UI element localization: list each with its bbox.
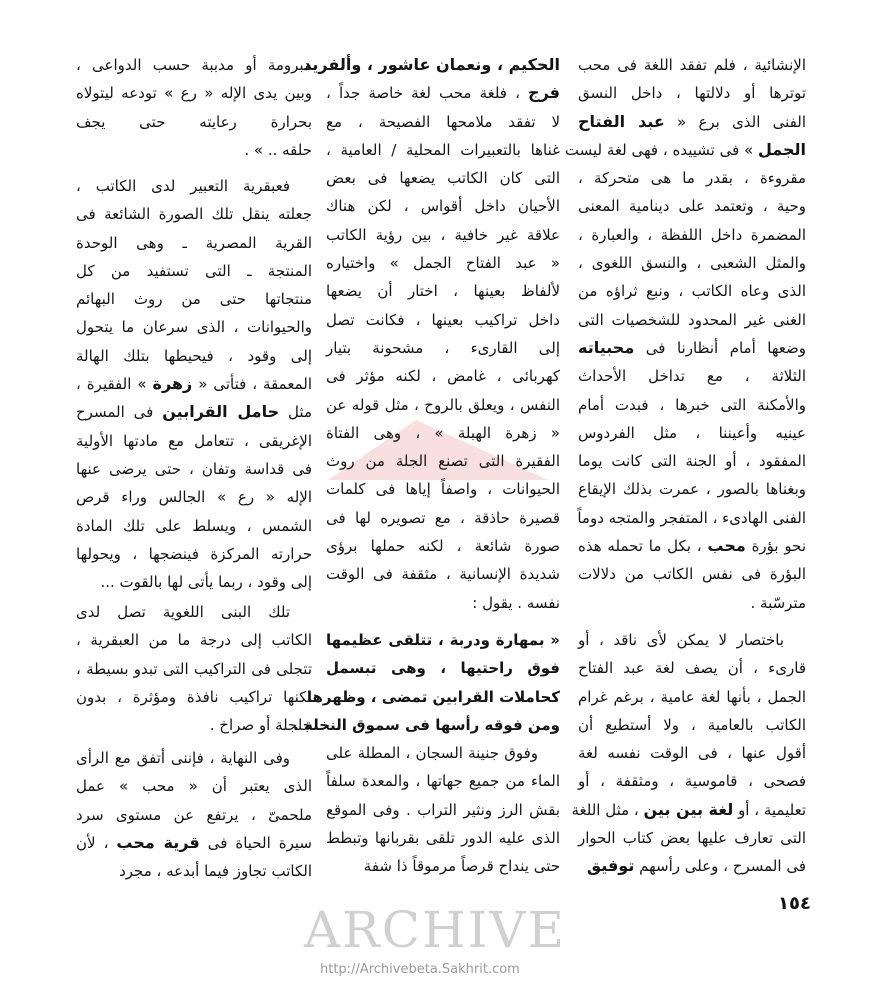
text-line — [578, 334, 806, 362]
text-segment: إلى وقود ، فيحيطها بتلك الهالة — [76, 346, 312, 365]
text-line — [578, 683, 806, 711]
text-segment: ومن فوقه رأسها فى سموق النخلة . — [293, 715, 560, 734]
text-line — [326, 277, 560, 305]
text-line — [76, 598, 312, 626]
text-line — [76, 200, 312, 228]
text-segment: « بمهارة ودربة ، تتلقى عظيمها — [326, 631, 560, 649]
text-segment: الماء من جميع جهاتها ، والمعدة سلفاً — [326, 772, 560, 791]
text-line — [326, 475, 560, 503]
text-segment: كحاملات القرابين تمضى ، وظهرها — [306, 687, 560, 706]
paragraph — [326, 739, 560, 880]
text-segment: مقروءة ، بقدر ما هى متحركة ، — [578, 169, 806, 188]
bold-text-segment: عبد الفتاح — [578, 111, 665, 131]
text-segment: وحية ، وتعتمد على دينامية المعنى — [578, 197, 806, 216]
text-segment: الأحيان داخل أقواس ، لكن هناك — [326, 197, 560, 216]
text-line — [76, 398, 312, 426]
text-line — [578, 447, 806, 475]
text-line — [76, 683, 312, 711]
text-segment: عينيه وأعيننا ، مثل الفردوس — [578, 423, 806, 442]
text-line — [326, 164, 560, 192]
text-segment: الإنشائية ، فلم تفقد اللغة فى محب — [578, 56, 806, 74]
text-segment: الغنى غير المحدود للشخصيات التى — [578, 310, 806, 329]
text-line — [578, 475, 806, 503]
text-segment: جعلته ينقل تلك الصورة الشائعة فى — [76, 205, 312, 224]
text-segment: الحيوانات ، واصفاً إياها فى كلمات — [326, 480, 560, 499]
text-segment: داخل تراكيب بعينها ، فكانت تصل — [326, 310, 560, 329]
text-line — [326, 589, 560, 617]
text-segment: وضعها أمام أنظارنا فى — [634, 338, 806, 357]
paragraph — [564, 51, 806, 617]
text-segment: تلك البنى اللغوية تصل لدى — [76, 603, 290, 621]
text-segment: فى المسرح — [76, 403, 163, 422]
text-segment: صورة شائعة ، لكنه حملها برؤى — [326, 537, 560, 556]
text-segment: الذى عليه الدور تلقى بقربانها وتبطط — [326, 828, 560, 847]
text-segment: إلى القارىء ، مشحونة بتيار — [326, 338, 560, 357]
text-line — [578, 108, 806, 136]
text-line — [76, 229, 312, 257]
text-line — [578, 560, 806, 588]
bold-text-segment: فرج — [528, 83, 560, 103]
text-line — [76, 455, 312, 483]
text-segment: المنتجة ـ التى تستفيد من كل — [76, 261, 312, 280]
text-segment: الإغريقى ، تتعامل مع مادتها الأولية — [76, 431, 312, 450]
text-line — [578, 504, 806, 532]
text-line — [326, 824, 560, 852]
text-line — [326, 221, 560, 249]
bold-text-segment: الحكيم ، ونعمان عاشور ، وألفريد — [303, 55, 560, 74]
bold-text-segment: زهرة — [152, 374, 193, 394]
quote-paragraph — [293, 626, 560, 739]
text-line — [76, 801, 312, 829]
text-segment: فى قداسة وتفان ، حتى يرضى عنها — [76, 459, 312, 478]
text-segment: علاقة غير خافية ، بين رؤية الكاتب — [326, 225, 560, 244]
text-line — [578, 79, 806, 107]
text-line — [326, 739, 560, 767]
text-line — [76, 172, 312, 200]
text-segment: نفسه . يقول : — [472, 593, 560, 612]
text-line — [76, 568, 312, 596]
text-line — [578, 362, 806, 390]
text-segment: ملحمىّ ، يرتفع عن مستوى سرد — [76, 805, 312, 824]
text-segment: الذى يعتبر أن « محب » عمل — [76, 777, 312, 796]
text-segment: أقول عنها ، فى الوقت نفسه لغة — [578, 744, 806, 763]
text-segment: « زهرة الهبلة » ، وهى الفتاة — [326, 423, 560, 442]
text-segment: ، لأن — [76, 833, 117, 852]
text-line — [326, 767, 560, 795]
text-line — [76, 285, 312, 313]
text-segment: لألفاظ بعينها ، اختار أن يضعها — [326, 282, 560, 301]
text-segment: « عبد الفتاح الجمل » واختياره — [326, 254, 560, 273]
text-line — [326, 504, 560, 532]
text-line — [578, 739, 806, 767]
text-line — [326, 654, 560, 682]
text-segment: الكاتب إلى درجة ما من العبقرية ، — [76, 631, 312, 650]
text-segment: سيرة الحياة فى — [199, 833, 312, 852]
text-line — [76, 370, 312, 398]
text-line — [326, 391, 560, 419]
bold-text-segment: الجمل — [757, 139, 806, 159]
text-line — [578, 51, 806, 79]
text-segment: وفى النهاية ، فإننى أتفق مع الرأى — [76, 749, 290, 767]
watermark-url: http://Archivebeta.Sakhrit.com — [320, 962, 520, 977]
text-line — [76, 744, 312, 772]
text-segment: مثل — [279, 403, 312, 422]
text-line — [564, 136, 806, 164]
text-line — [76, 51, 312, 79]
text-segment: الفقيرة التى تصنع الجلة من روث — [326, 452, 560, 471]
text-segment: ، مثل اللغة — [571, 800, 644, 819]
text-segment: الثلاثة ، مع تداخل الأحداث — [578, 367, 806, 386]
text-line — [76, 512, 312, 540]
text-line — [578, 654, 806, 682]
text-segment: الجمل ، بأنها لغة عامية ، برغم غرام — [578, 687, 806, 706]
text-line — [326, 532, 560, 560]
text-segment: الفنى الهادىء ، المتفجر والمتجه دوماً — [577, 508, 806, 527]
text-line — [326, 334, 560, 362]
paragraph — [76, 51, 312, 164]
text-segment: نحو بؤرة — [745, 537, 806, 556]
text-line — [326, 852, 560, 880]
text-line — [76, 540, 312, 568]
text-line — [76, 427, 312, 455]
paragraph — [303, 51, 560, 617]
text-line — [571, 796, 806, 824]
text-segment: حلقه .. » . — [244, 140, 312, 159]
text-line — [76, 136, 312, 164]
text-segment: الإله « رع » الجالس وراء قرص — [76, 488, 312, 507]
text-segment: الفنى الذى برع « — [664, 112, 806, 131]
text-segment: جلجلة أو صراخ . — [209, 716, 312, 735]
text-segment: القرية المصرية ـ وهى الوحدة — [76, 233, 312, 252]
text-segment: ، بكل ما تحمله هذه — [578, 537, 708, 556]
text-segment: النفس ، ويعلق بالروح ، مثل قوله عن — [326, 395, 560, 414]
text-segment: مترسّبة . — [750, 593, 806, 612]
text-line — [76, 342, 312, 370]
text-segment: وبين يدى الإله « رع » تودعه ليتولاه — [76, 84, 312, 103]
text-segment: فوق راحتيها ، وهى تبسمل — [326, 659, 560, 678]
text-segment: والحيوانات ، الذى سرعان ما يتحول — [76, 318, 312, 337]
text-line — [326, 79, 560, 107]
text-line — [303, 51, 560, 79]
paragraph — [571, 626, 806, 881]
text-segment: قصيرة حاذقة ، مع تصويره لها فى — [326, 508, 560, 527]
archive-watermark — [300, 900, 570, 982]
paragraph — [76, 172, 312, 596]
page-number: ١٥٤ — [778, 893, 811, 914]
text-segment: تعليمية ، أو — [733, 800, 806, 819]
text-line — [326, 192, 560, 220]
text-segment: المعمقة ، فتأتى « — [192, 375, 313, 394]
text-line — [293, 711, 560, 739]
paragraph — [76, 744, 312, 885]
text-segment: حرارته المركزة فينضجها ، ويحولها — [76, 544, 312, 563]
text-segment: فصحى ، قاموسية ، ومثقفة ، أو — [578, 772, 806, 791]
text-line — [578, 221, 806, 249]
text-line — [578, 391, 806, 419]
text-line — [326, 136, 560, 164]
text-segment: الكاتب بالعامية ، ولا أستطيع أن — [578, 715, 806, 734]
text-segment: البؤرة فى نفس الكاتب من دلالات — [578, 565, 806, 584]
text-line — [578, 626, 806, 654]
text-line — [326, 560, 560, 588]
text-line — [326, 362, 560, 390]
text-segment: والأمكنة التى خبرها ، فبدت أمام — [578, 395, 806, 414]
text-segment: تتجلى فى التراكيب التى تبدو بسيطة ، — [76, 659, 312, 678]
text-line — [578, 711, 806, 739]
text-segment: مبرومة أو مدببة حسب الدواعى ، — [76, 56, 312, 74]
text-segment: كهربائى ، غامض ، لكنه مؤثر فى — [326, 367, 560, 386]
text-line — [76, 313, 312, 341]
text-segment: فعبقرية التعبير لدى الكاتب ، — [76, 177, 290, 195]
text-line — [76, 772, 312, 800]
text-line — [76, 857, 312, 885]
watermark-text: ARCHIVE — [304, 901, 566, 959]
text-line — [76, 655, 312, 683]
text-segment: لكنها تراكيب نافذة ومؤثرة ، بدون — [76, 687, 312, 706]
text-segment: إلى وقود ، ربما يأتى لها بالقوت ... — [100, 573, 312, 592]
paragraph — [76, 598, 312, 739]
text-line — [326, 796, 560, 824]
text-segment: شديدة الإنسانية ، مثقفة فى الوقت — [326, 565, 560, 584]
text-line — [76, 257, 312, 285]
text-segment: قارىء ، أن يصف لغة عبد الفتاح — [578, 659, 806, 678]
text-segment: منتجاتها حتى من روث البهائم — [76, 290, 312, 309]
text-line — [326, 419, 560, 447]
text-line — [326, 447, 560, 475]
text-line — [578, 306, 806, 334]
text-line — [306, 683, 560, 711]
text-segment: التى تعارف عليها بعض كتاب الحوار — [578, 829, 806, 848]
text-line — [578, 249, 806, 277]
text-segment: بقش الرز ونثير التراب . وفى الموقع — [326, 800, 560, 819]
bold-text-segment: قرية محب — [116, 832, 200, 852]
text-line — [578, 852, 806, 880]
text-segment: التى كان الكاتب يضعها فى بعض — [326, 169, 560, 188]
text-line — [578, 589, 806, 617]
text-line — [326, 626, 560, 654]
bold-text-segment: محبياته — [578, 337, 635, 357]
text-line — [578, 532, 806, 560]
text-line — [326, 306, 560, 334]
text-line — [578, 767, 806, 795]
text-segment: المفقود ، أو الجنة التى كانت يوما — [578, 452, 806, 471]
bold-text-segment: توفيق — [586, 856, 635, 876]
text-segment: وفوق جنينة السجان ، المطلة على — [326, 744, 538, 762]
text-segment: فى المسرح ، وعلى رأسهم — [634, 857, 806, 876]
text-segment: » فى تشييده ، فهى لغة ليست — [564, 140, 758, 159]
text-segment: » الفقيرة ، — [76, 375, 153, 394]
text-line — [326, 108, 560, 136]
text-segment: الشمس ، ويسلط على تلك المادة — [76, 516, 312, 535]
text-line — [578, 277, 806, 305]
text-segment: حتى ينداح قرصاً مرموقاً ذا شفة — [363, 857, 560, 876]
text-segment: لا تفقد ملامحها الفصيحة ، مع — [326, 112, 560, 131]
text-line — [76, 108, 312, 136]
text-line — [578, 164, 806, 192]
text-segment: المضمرة داخل اللفظة ، والعبارة ، — [578, 225, 806, 244]
text-line — [76, 79, 312, 107]
text-line — [76, 829, 312, 857]
text-line — [578, 192, 806, 220]
text-line — [326, 249, 560, 277]
text-line — [76, 483, 312, 511]
text-segment: والمثل الشعبى ، والنسق اللغوى ، — [578, 254, 806, 273]
text-segment: توترها أو دلالتها ، داخل النسق — [578, 84, 806, 103]
text-segment: الكاتب تجاوز فيما أبدعه ، مجرد — [119, 862, 312, 881]
bold-text-segment: حامل القرابين — [162, 402, 280, 422]
text-line — [578, 824, 806, 852]
text-segment: الذى وعاه الكاتب ، ونبع ثراؤه من — [578, 282, 806, 301]
bold-text-segment: محب — [707, 536, 746, 556]
text-segment: باختصار لا يمكن لأى ناقد ، أو — [578, 631, 784, 649]
text-segment: وبغناها بالصور ، عمرت بذلك الإيقاع — [578, 480, 806, 499]
bold-text-segment: لغة بين بين — [643, 799, 734, 819]
text-line — [76, 711, 312, 739]
text-segment: ، فلغة محب لغة خاصة جداً ، — [326, 84, 529, 103]
text-line — [76, 626, 312, 654]
text-segment: غناها بالتعبيرات المحلية / العامية ، — [326, 140, 560, 159]
text-segment: بحرارة رعايته حتى يجف — [76, 112, 312, 131]
text-line — [578, 419, 806, 447]
